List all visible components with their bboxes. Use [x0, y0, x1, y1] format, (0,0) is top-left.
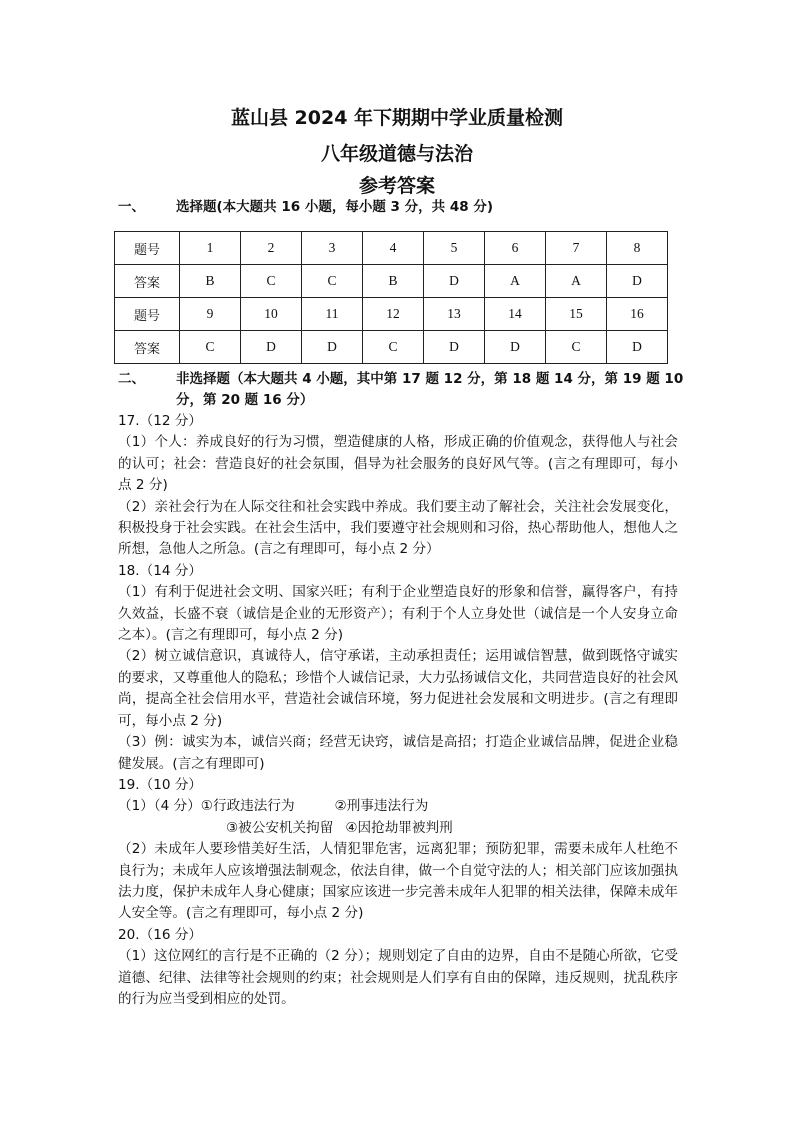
table-cell: 5 [424, 232, 485, 265]
q19-item-d: ④因抢劫罪被判刑 [345, 819, 453, 836]
table-cell: 7 [546, 232, 607, 265]
table-cell: D [607, 331, 668, 364]
q19-answer-1-line2 [118, 818, 678, 839]
q19-item-a: （1）（4 分）①行政违法行为 [118, 798, 295, 815]
table-cell: A [485, 265, 546, 298]
table-row-answer-1 [115, 265, 668, 298]
answer-key-title: 参考答案 [358, 175, 435, 197]
question-label: 题号 [115, 232, 180, 265]
answer-table [114, 231, 668, 364]
answer-label: 答案 [115, 331, 180, 364]
subject-title: 八年级道德与法治 [320, 143, 473, 165]
table-cell: D [424, 331, 485, 364]
table-cell: 15 [546, 298, 607, 331]
table-cell: 4 [363, 232, 424, 265]
table-cell: 14 [485, 298, 546, 331]
section-two-line1: 非选择题（本大题共 4 小题，其中第 17 题 12 分，第 18 题 14 分，第 19 题 10 [176, 371, 684, 387]
q20-answer-1: （1）这位网红的言行是不正确的（2 分）；规则划定了自由的边界，自由不是随心所欲，它受道德、纪律、法律等社会规则的约束；社会规则是人们享有自由的保障，违反规则，扰乱秩序的行为应当受到相应的处罚。 [118, 948, 678, 1007]
q19-heading: 19.（10 分） [118, 776, 203, 793]
table-cell: C [546, 331, 607, 364]
table-cell: 2 [241, 232, 302, 265]
table-cell: 9 [180, 298, 241, 331]
table-cell: D [302, 331, 363, 364]
q19-answer-2: （2）未成年人要珍惜美好生活，人情犯罪危害，远离犯罪；预防犯罪，需要未成年人杜绝不良行为；未成年人应该增强法制观念，依法自律，做一个自觉守法的人；相关部门应该加强执法力度，保护未成年人身心健康；国家应该进一步完善未成年人犯罪的相关法律，保障未成年人安全等。(言之有理即可，每小点 2 分) [118, 841, 678, 922]
table-cell: 1 [180, 232, 241, 265]
table-cell: B [363, 265, 424, 298]
table-cell: 12 [363, 298, 424, 331]
table-cell: C [180, 331, 241, 364]
q19-item-c: ③被公安机关拘留 [226, 819, 334, 836]
q17-heading: 17.（12 分） [118, 413, 203, 429]
q17-answer-2: （2）亲社会行为在人际交往和社会实践中养成。我们要主动了解社会，关注社会发展变化，积极投身于社会实践。在社会生活中，我们要遵守社会规则和习俗，热心帮助他人，想他人之所想，急他人之所急。(言之有理即可，每小点 2 分） [118, 498, 678, 558]
q19-answer-1-line1 [118, 796, 678, 817]
table-cell: 16 [607, 298, 668, 331]
table-row-question-1 [115, 232, 668, 265]
q17-answer-1: （1）个人：养成良好的行为习惯，塑造健康的人格，形成正确的价值观念，获得他人与社会的认可；社会：营造良好的社会氛围，倡导为社会服务的良好风气等。(言之有理即可，每小点 2 分) [118, 434, 678, 494]
table-cell: 13 [424, 298, 485, 331]
table-cell: D [241, 331, 302, 364]
q18-answer-1: （1）有利于促进社会文明、国家兴旺；有利于企业塑造良好的形象和信誉，赢得客户，有持久效益，长盛不衰（诚信是企业的无形资产）；有利于个人立身处世（诚信是一个人安身立命之本）。(言之有理即可，每小点 2 分) [118, 584, 678, 644]
table-cell: 11 [302, 298, 363, 331]
table-cell: C [241, 265, 302, 298]
table-cell: D [485, 331, 546, 364]
table-row-answer-2 [115, 331, 668, 364]
exam-title: 蓝山县 2024 年下期期中学业质量检测 [230, 107, 564, 129]
q18-answer-3: （3）例：诚实为本，诚信兴商；经营无诀窍，诚信是高招；打造企业诚信品牌，促进企业稳健发展。(言之有理即可) [118, 734, 678, 772]
table-cell: D [607, 265, 668, 298]
section-one-text: 选择题(本大题共 16 小题，每小题 3 分，共 48 分) [176, 199, 494, 215]
answer-label: 答案 [115, 265, 180, 298]
table-row-question-2 [115, 298, 668, 331]
question-label: 题号 [115, 298, 180, 331]
table-cell: 3 [302, 232, 363, 265]
table-cell: 6 [485, 232, 546, 265]
q18-answer-2: （2）树立诚信意识，真诚待人，信守承诺，主动承担责任；运用诚信智慧，做到既恪守诚实的要求，又尊重他人的隐私；珍惜个人诚信记录，大力弘扬诚信文化，共同营造良好的社会风尚，提高全社会信用水平，营造社会诚信环境，努力促进社会发展和文明进步。(言之有理即可，每小点 2 分) [118, 648, 678, 729]
answers-body [118, 411, 678, 1010]
section-one-heading [118, 197, 718, 218]
table-cell: A [546, 265, 607, 298]
section-two-heading [118, 369, 718, 411]
section-two-line2: 分，第 20 题 16 分） [176, 392, 314, 408]
table-cell: 10 [241, 298, 302, 331]
table-cell: C [302, 265, 363, 298]
q20-heading: 20.（16 分） [118, 926, 203, 943]
q18-heading: 18.（14 分） [118, 562, 203, 579]
section-two-number: 二、 [118, 371, 145, 387]
table-cell: 8 [607, 232, 668, 265]
q19-item-b: ②刑事违法行为 [334, 798, 429, 815]
table-cell: B [180, 265, 241, 298]
table-cell: D [424, 265, 485, 298]
table-cell: C [363, 331, 424, 364]
section-one-number: 一、 [118, 199, 145, 215]
